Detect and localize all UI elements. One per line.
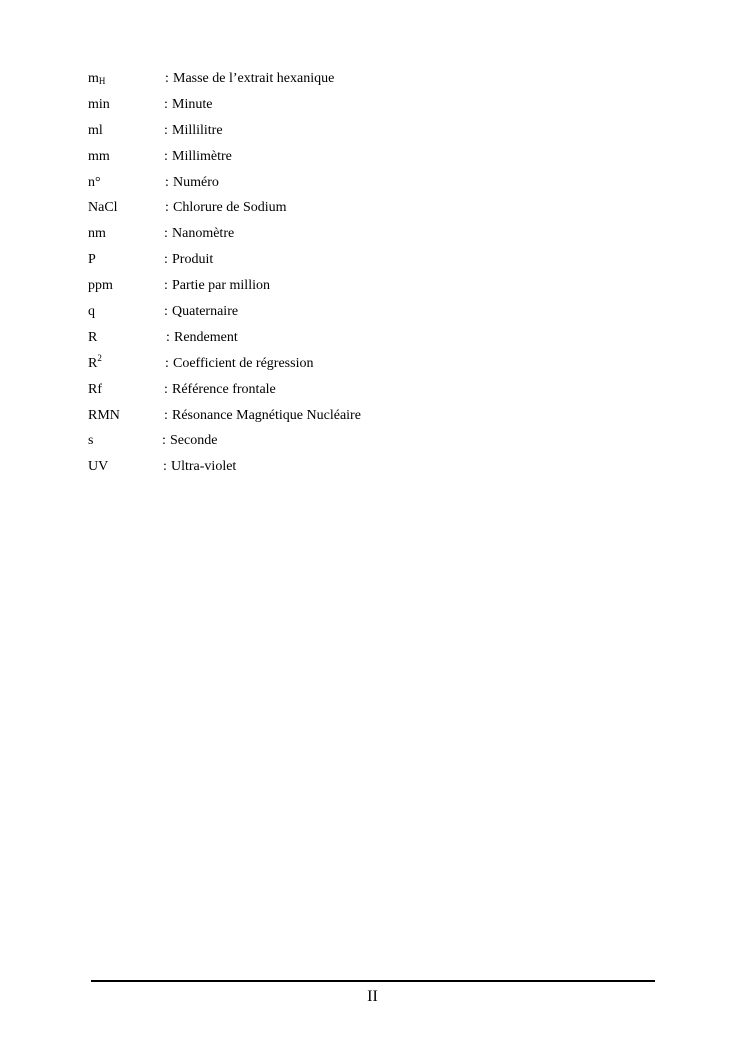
abbreviation-definition: Seconde (170, 433, 218, 449)
abbreviation-definition: Millilitre (172, 122, 223, 138)
abbreviation-term: P (88, 252, 96, 268)
separator-colon: : (164, 381, 168, 397)
separator-colon: : (165, 355, 169, 371)
separator-colon: : (164, 122, 168, 138)
abbreviation-definition: Masse de l’extrait hexanique (173, 71, 335, 86)
separator-colon: : (164, 278, 168, 294)
abbreviation-definition: Coefficient de régression (173, 355, 314, 371)
abbreviation-definition: Produit (172, 252, 214, 268)
separator-colon: : (165, 71, 169, 86)
abbreviation-term: q (88, 304, 95, 320)
abbreviation-term: RMN (88, 407, 120, 423)
abbreviation-term: nm (88, 226, 106, 242)
abbreviation-term: s (88, 433, 94, 449)
separator-colon: : (164, 304, 168, 320)
abbreviation-term: mm (88, 148, 110, 164)
separator-colon: : (166, 329, 170, 345)
abbreviation-definition: Partie par million (172, 278, 270, 294)
abbreviation-definition: Résonance Magnétique Nucléaire (172, 407, 361, 423)
abbreviation-definition: Ultra-violet (171, 459, 237, 475)
abbreviation-definition: Millimètre (172, 148, 232, 164)
abbreviation-term: ml (88, 122, 103, 138)
page-number: II (367, 988, 378, 1005)
term-subscript: H (98, 76, 106, 86)
abbreviation-definition: Quaternaire (172, 304, 239, 320)
term-superscript: 2 (97, 352, 102, 363)
abbreviation-term: min (88, 96, 110, 112)
footer-rule (91, 980, 655, 982)
abbreviation-term: R (88, 329, 98, 345)
separator-colon: : (164, 148, 168, 164)
abbreviation-term: n° (88, 174, 101, 190)
abbreviation-term: $R^2$ (88, 352, 102, 371)
separator-colon: : (163, 459, 167, 475)
abbreviation-definition: Rendement (174, 329, 238, 345)
abbreviation-definition: Référence frontale (172, 381, 276, 397)
separator-colon: : (164, 226, 168, 242)
abbreviation-definition: Nanomètre (172, 226, 235, 242)
abbreviation-term: ppm (88, 278, 113, 294)
abbreviation-definition: Chlorure de Sodium (173, 200, 287, 216)
separator-colon: : (165, 174, 169, 190)
abbreviation-definition: Minute (172, 96, 213, 112)
separator-colon: : (164, 252, 168, 268)
separator-colon: : (164, 96, 168, 112)
separator-colon: : (162, 433, 166, 449)
abbreviation-term: NaCl (88, 200, 118, 216)
abbreviation-definition: Numéro (173, 174, 219, 190)
separator-colon: : (164, 407, 168, 423)
abbreviation-term: mH (88, 71, 106, 86)
separator-colon: : (165, 200, 169, 216)
abbreviation-term: Rf (88, 381, 102, 397)
abbreviation-term: UV (88, 459, 109, 475)
